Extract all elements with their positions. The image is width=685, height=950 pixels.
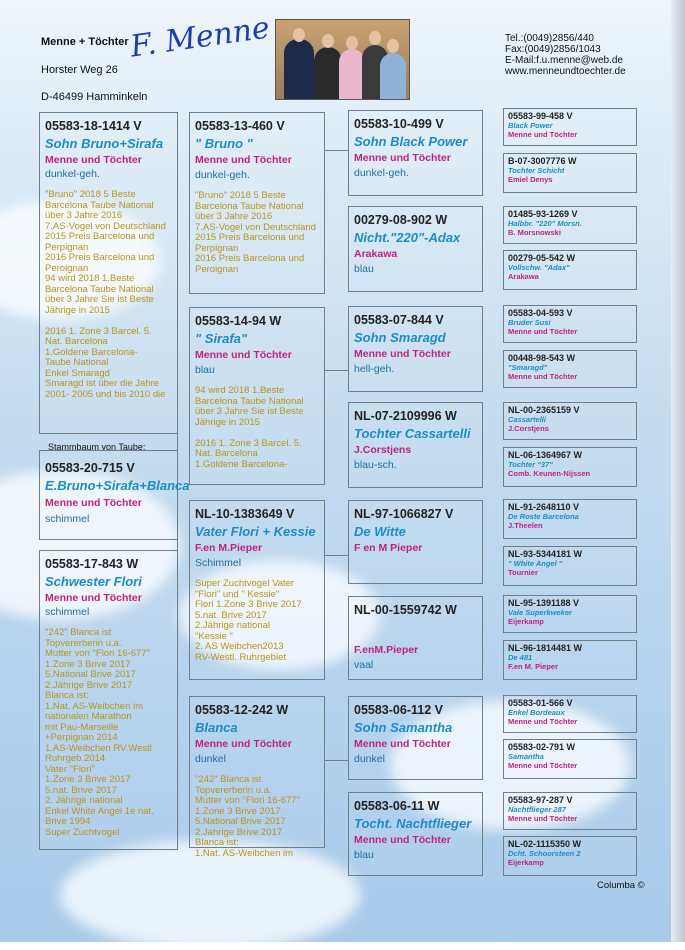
pigeon-name: " White Angel " [508, 559, 563, 568]
connector-line [325, 760, 348, 761]
grandparent-card [348, 792, 483, 876]
ring-number: 05583-14-94 W [195, 314, 282, 328]
grandparent-card [348, 206, 483, 292]
footer-credit: Columba © [597, 880, 645, 891]
stammbaum-label: Stammbaum von Taube: [48, 442, 146, 452]
ring-number: NL-97-1066827 V [354, 507, 454, 521]
pigeon-name: Tochter Cassartelli [354, 426, 471, 441]
ring-number: NL-91-2648110 V [508, 502, 580, 512]
pigeon-name: Nicht."220"-Adax [354, 230, 461, 245]
parent-card [189, 500, 325, 680]
plumage-color: dunkel-geh. [354, 167, 409, 179]
plumage-color: Schimmel [195, 557, 242, 569]
great-grandparent-card [503, 447, 637, 487]
plumage-color: schimmel [45, 606, 90, 618]
pigeon-name: Sohn Black Power [354, 134, 468, 149]
owner-name: J.Theelen [508, 521, 543, 530]
pigeon-name: Tochter Schicht [508, 166, 565, 175]
pigeon-name: Black Power [508, 121, 553, 130]
pigeon-name: Sohn Samantha [354, 720, 453, 735]
pigeon-name: Halbbr. "220" Morsn. [508, 219, 582, 228]
ring-number: NL-07-2109996 W [354, 409, 457, 423]
owner-name: Menne und Töchter [508, 814, 578, 823]
plumage-color: vaal [354, 659, 374, 671]
pigeon-name: Schwester Flori [45, 574, 142, 589]
sibling-card [39, 112, 178, 434]
pigeon-name: " Sirafa" [195, 331, 248, 346]
signature: F. Menne [128, 10, 272, 65]
contact-block [505, 33, 626, 77]
owner-name: Arakawa [508, 272, 539, 281]
pigeon-name: Blanca [195, 720, 238, 735]
owner-name: Menne und Töchter [508, 130, 578, 139]
plumage-color: blau-sch. [354, 459, 397, 471]
owner-name: Menne und Töchter [45, 154, 142, 166]
main-pigeon-card [39, 450, 190, 540]
grandparent-card [348, 500, 483, 584]
ring-number: 05583-12-242 W [195, 703, 289, 717]
achievement-notes: "242" Blanca ist Topvererberin u.a. Mutter von "Flori 16-677" 1.Zone 3 Brive 2017 5.National Brive 2017 2.Jährige Brive 2017 Blanca ist: 1.Nat. AS-Weibchen im nationalen Marathon mit Pau-Marseille +Perpignan 2014 1.AS-Weibchen RV.Westl Ruhrgeb.2014 Vater "Flori" 1.Zone 3 Brive 2017 5.nat. Brive 2017 2. Jährige national Enkel White Angel 1e nat. Brive 1994 Super Zuchtvogel [45, 627, 154, 838]
great-grandparent-card [503, 792, 637, 830]
pigeon-name: Cassartelli [508, 415, 546, 424]
ring-number: 01485-93-1269 V [508, 209, 578, 219]
great-grandparent-card [503, 595, 637, 633]
ring-number: NL-95-1391188 V [508, 598, 580, 608]
ring-number: 05583-17-843 W [45, 557, 139, 571]
plumage-color: blau [354, 263, 374, 275]
pigeon-name: Bruder Susi [508, 318, 551, 327]
ring-number: 05583-06-112 V [354, 703, 443, 717]
contact-website: www.menneundtoechter.de [505, 66, 626, 77]
owner-name: Menne und Töchter [508, 327, 578, 336]
ring-number: NL-02-1115350 W [508, 839, 582, 849]
pigeon-name: De Witte [354, 524, 406, 539]
great-grandparent-card [503, 350, 637, 388]
grandparent-card [348, 110, 483, 196]
great-grandparent-card [503, 739, 637, 779]
grandparent-card [348, 402, 483, 488]
great-grandparent-card [503, 499, 637, 539]
plumage-color: blau [195, 364, 215, 376]
great-grandparent-card [503, 108, 637, 146]
ring-number: 05583-97-287 V [508, 795, 573, 805]
great-grandparent-card [503, 640, 637, 680]
pigeon-name: Vater Flori + Kessie [195, 524, 316, 539]
pigeon-name: Dcht. Schoorsteen 2 [508, 849, 581, 858]
family-photo [275, 19, 410, 100]
parent-card [189, 307, 325, 485]
contact-email: E-Mail:f.u.menne@web.de [505, 55, 623, 66]
ring-number: B-07-3007776 W [508, 156, 577, 166]
parent-card [189, 112, 325, 294]
owner-name: Menne und Töchter [354, 348, 451, 360]
pigeon-name: Nachtflieger 287 [508, 805, 566, 814]
owner-name: F.en M. Pieper [508, 662, 559, 671]
owner-name: B. Morsnowski [508, 228, 561, 237]
owner-name: Menne und Töchter [508, 761, 578, 770]
pigeon-name: Vale Superkweker [508, 608, 572, 617]
owner-name: F.en M.Pieper [195, 542, 263, 554]
great-grandparent-card [503, 153, 637, 193]
achievement-notes: Super Zuchtvogel Vater "Flori" und " Kessie" Flori 1.Zone 3 Brive 2017 5.nat. Brive 2017 2.Jährige national "Kessie " 2. AS Weibchen2013 RV-Westl. Ruhrgebiet [195, 578, 302, 663]
plumage-color: dunkel-geh. [45, 168, 100, 180]
pigeon-name: Enkel Bordeaux [508, 708, 565, 717]
great-grandparent-card [503, 250, 637, 290]
pigeon-name: Tochter "37" [508, 460, 553, 469]
achievement-notes: "Bruno" 2018 5 Beste Barcelona Taube National über 3 Jahre 2016 7.AS-Vogel von Deutschland 2015 Preis Barcelona und Perpignan 2016 Preis Barcelona und Peroignan [195, 190, 316, 275]
ring-number: 05583-01-566 V [508, 698, 573, 708]
grandparent-card [348, 696, 483, 780]
grandparent-card [348, 306, 483, 392]
great-grandparent-card [503, 402, 637, 440]
owner-name: Eijerkamp [508, 617, 544, 626]
owner-name: J.Corstjens [508, 424, 549, 433]
ring-number: 05583-13-460 V [195, 119, 285, 133]
breeder-street: Horster Weg 26 [41, 64, 118, 76]
achievement-notes: "242" Blanca ist Topvererberin u.a. Mutter von "Flori 16-677" 1.Zone 3 Brive 2017 5.National Brive 2017 2.Jahrige Brive 2017 Blanca ist: 1.Nat. AS-Weibchen im [195, 774, 300, 859]
plumage-color: hell-geh. [354, 363, 395, 375]
owner-name: Emiel Denys [508, 175, 553, 184]
pigeon-name [354, 620, 477, 636]
owner-name: Menne und Töchter [354, 738, 451, 750]
ring-number: 05583-10-499 V [354, 117, 444, 131]
owner-name: Menne und Töchter [45, 592, 142, 604]
owner-name: Menne und Töchter [195, 154, 292, 166]
ring-number: NL-93-5344181 W [508, 549, 583, 559]
ring-number: 05583-07-844 V [354, 313, 444, 327]
ring-number: 05583-06-11 W [354, 799, 440, 813]
ring-number: NL-06-1364967 W [508, 450, 583, 460]
plumage-color: dunkel [195, 753, 226, 765]
grandparent-card [348, 596, 483, 680]
plumage-color: blau [354, 849, 374, 861]
ring-number: NL-00-1559742 W [354, 603, 457, 617]
parent-card [189, 696, 325, 859]
owner-name: Eijerkamp [508, 858, 544, 867]
owner-name: J.Corstjens [354, 444, 412, 456]
owner-name: Menne und Töchter [508, 372, 578, 381]
ring-number: 05583-02-791 W [508, 742, 576, 752]
pigeon-name: E.Bruno+Sirafa+Blanca [45, 478, 190, 493]
owner-name: Menne und Töchter [45, 497, 142, 509]
pigeon-name: De 481 [508, 653, 533, 662]
great-grandparent-card [503, 695, 637, 733]
pigeon-name: Sohn Bruno+Sirafa [45, 136, 164, 151]
paper-edge [671, 0, 685, 942]
ring-number: 05583-99-458 V [508, 111, 573, 121]
pigeon-name: Tocht. Nachtflieger [354, 816, 472, 831]
ring-number: 05583-04-593 V [508, 308, 573, 318]
connector-line [325, 150, 348, 151]
ring-number: 05583-20-715 V [45, 461, 135, 475]
connector-line [325, 555, 348, 556]
achievement-notes: 94 wird 2018 1.Beste Barcelona Taube National über 3 Jahre Sie ist Beste Jährige in 2015 2016 1. Zone 3 Barcel. 5. Nat. Barcelona 1.Goldene Barcelona- [195, 385, 304, 470]
plumage-color: schimmel [45, 513, 90, 525]
ring-number: NL-00-2365159 V [508, 405, 580, 415]
breeder-city: D-46499 Hamminkeln [41, 91, 148, 103]
great-grandparent-card [503, 836, 637, 876]
owner-name: Menne und Töchter [354, 834, 451, 846]
owner-name: Arakawa [354, 248, 398, 260]
ring-number: NL-96-1814481 W [508, 643, 583, 653]
pigeon-name: "Smaragd" [508, 363, 548, 372]
sibling-card [39, 550, 178, 850]
owner-name: Menne und Töchter [508, 717, 578, 726]
achievement-notes: "Bruno" 2018 5 Beste Barcelona Taube National über 3 Jahre 2016 7.AS-Vogel von Deutschland 2015 Preis Barcelona und Perpignan 2016 Preis Barcelona und Peroignan 94 wird 2018 1.Beste Barcelona Taube National über 3 Jahre Sie ist Beste Jährige in 2015 2016 1. Zone 3 Barcel. 5. Nat. Barcelona 1.Goldene Barcelona- Taube National Enkel Smaragd Smaragd ist über die Jahre 2001- 2005 und bis 2010 die [45, 189, 166, 400]
contact-phone: Tel.:(0049)2856/440 [505, 33, 594, 44]
pigeon-name: Sohn Smaragd [354, 330, 446, 345]
owner-name: Menne und Töchter [195, 738, 292, 750]
owner-name: F.enM.Pieper [354, 644, 419, 656]
pigeon-name: " Bruno " [195, 136, 253, 151]
owner-name: Menne und Töchter [354, 152, 451, 164]
pigeon-name: Samantha [508, 752, 544, 761]
ring-number: 00448-98-543 W [508, 353, 576, 363]
ring-number: 00279-08-902 W [354, 213, 448, 227]
ring-number: 00279-05-542 W [508, 253, 576, 263]
great-grandparent-card [503, 305, 637, 343]
ring-number: 05583-18-1414 V [45, 119, 142, 133]
ring-number: NL-10-1383649 V [195, 507, 295, 521]
breeder-name: Menne + Töchter [41, 36, 129, 48]
great-grandparent-card [503, 546, 637, 586]
connector-line [325, 370, 348, 371]
owner-name: Menne und Töchter [195, 349, 292, 361]
contact-fax: Fax:(0049)2856/1043 [505, 44, 601, 55]
plumage-color: dunkel [354, 753, 385, 765]
owner-name: Comb. Keunen-Nijssen [508, 469, 591, 478]
great-grandparent-card [503, 206, 637, 244]
pigeon-name: Vollschw. "Adax" [508, 263, 570, 272]
pigeon-name: De Roste Barcelona [508, 512, 579, 521]
plumage-color: dunkel-geh. [195, 169, 250, 181]
owner-name: Tournier [508, 568, 538, 577]
owner-name: F en M Pieper [354, 542, 423, 554]
